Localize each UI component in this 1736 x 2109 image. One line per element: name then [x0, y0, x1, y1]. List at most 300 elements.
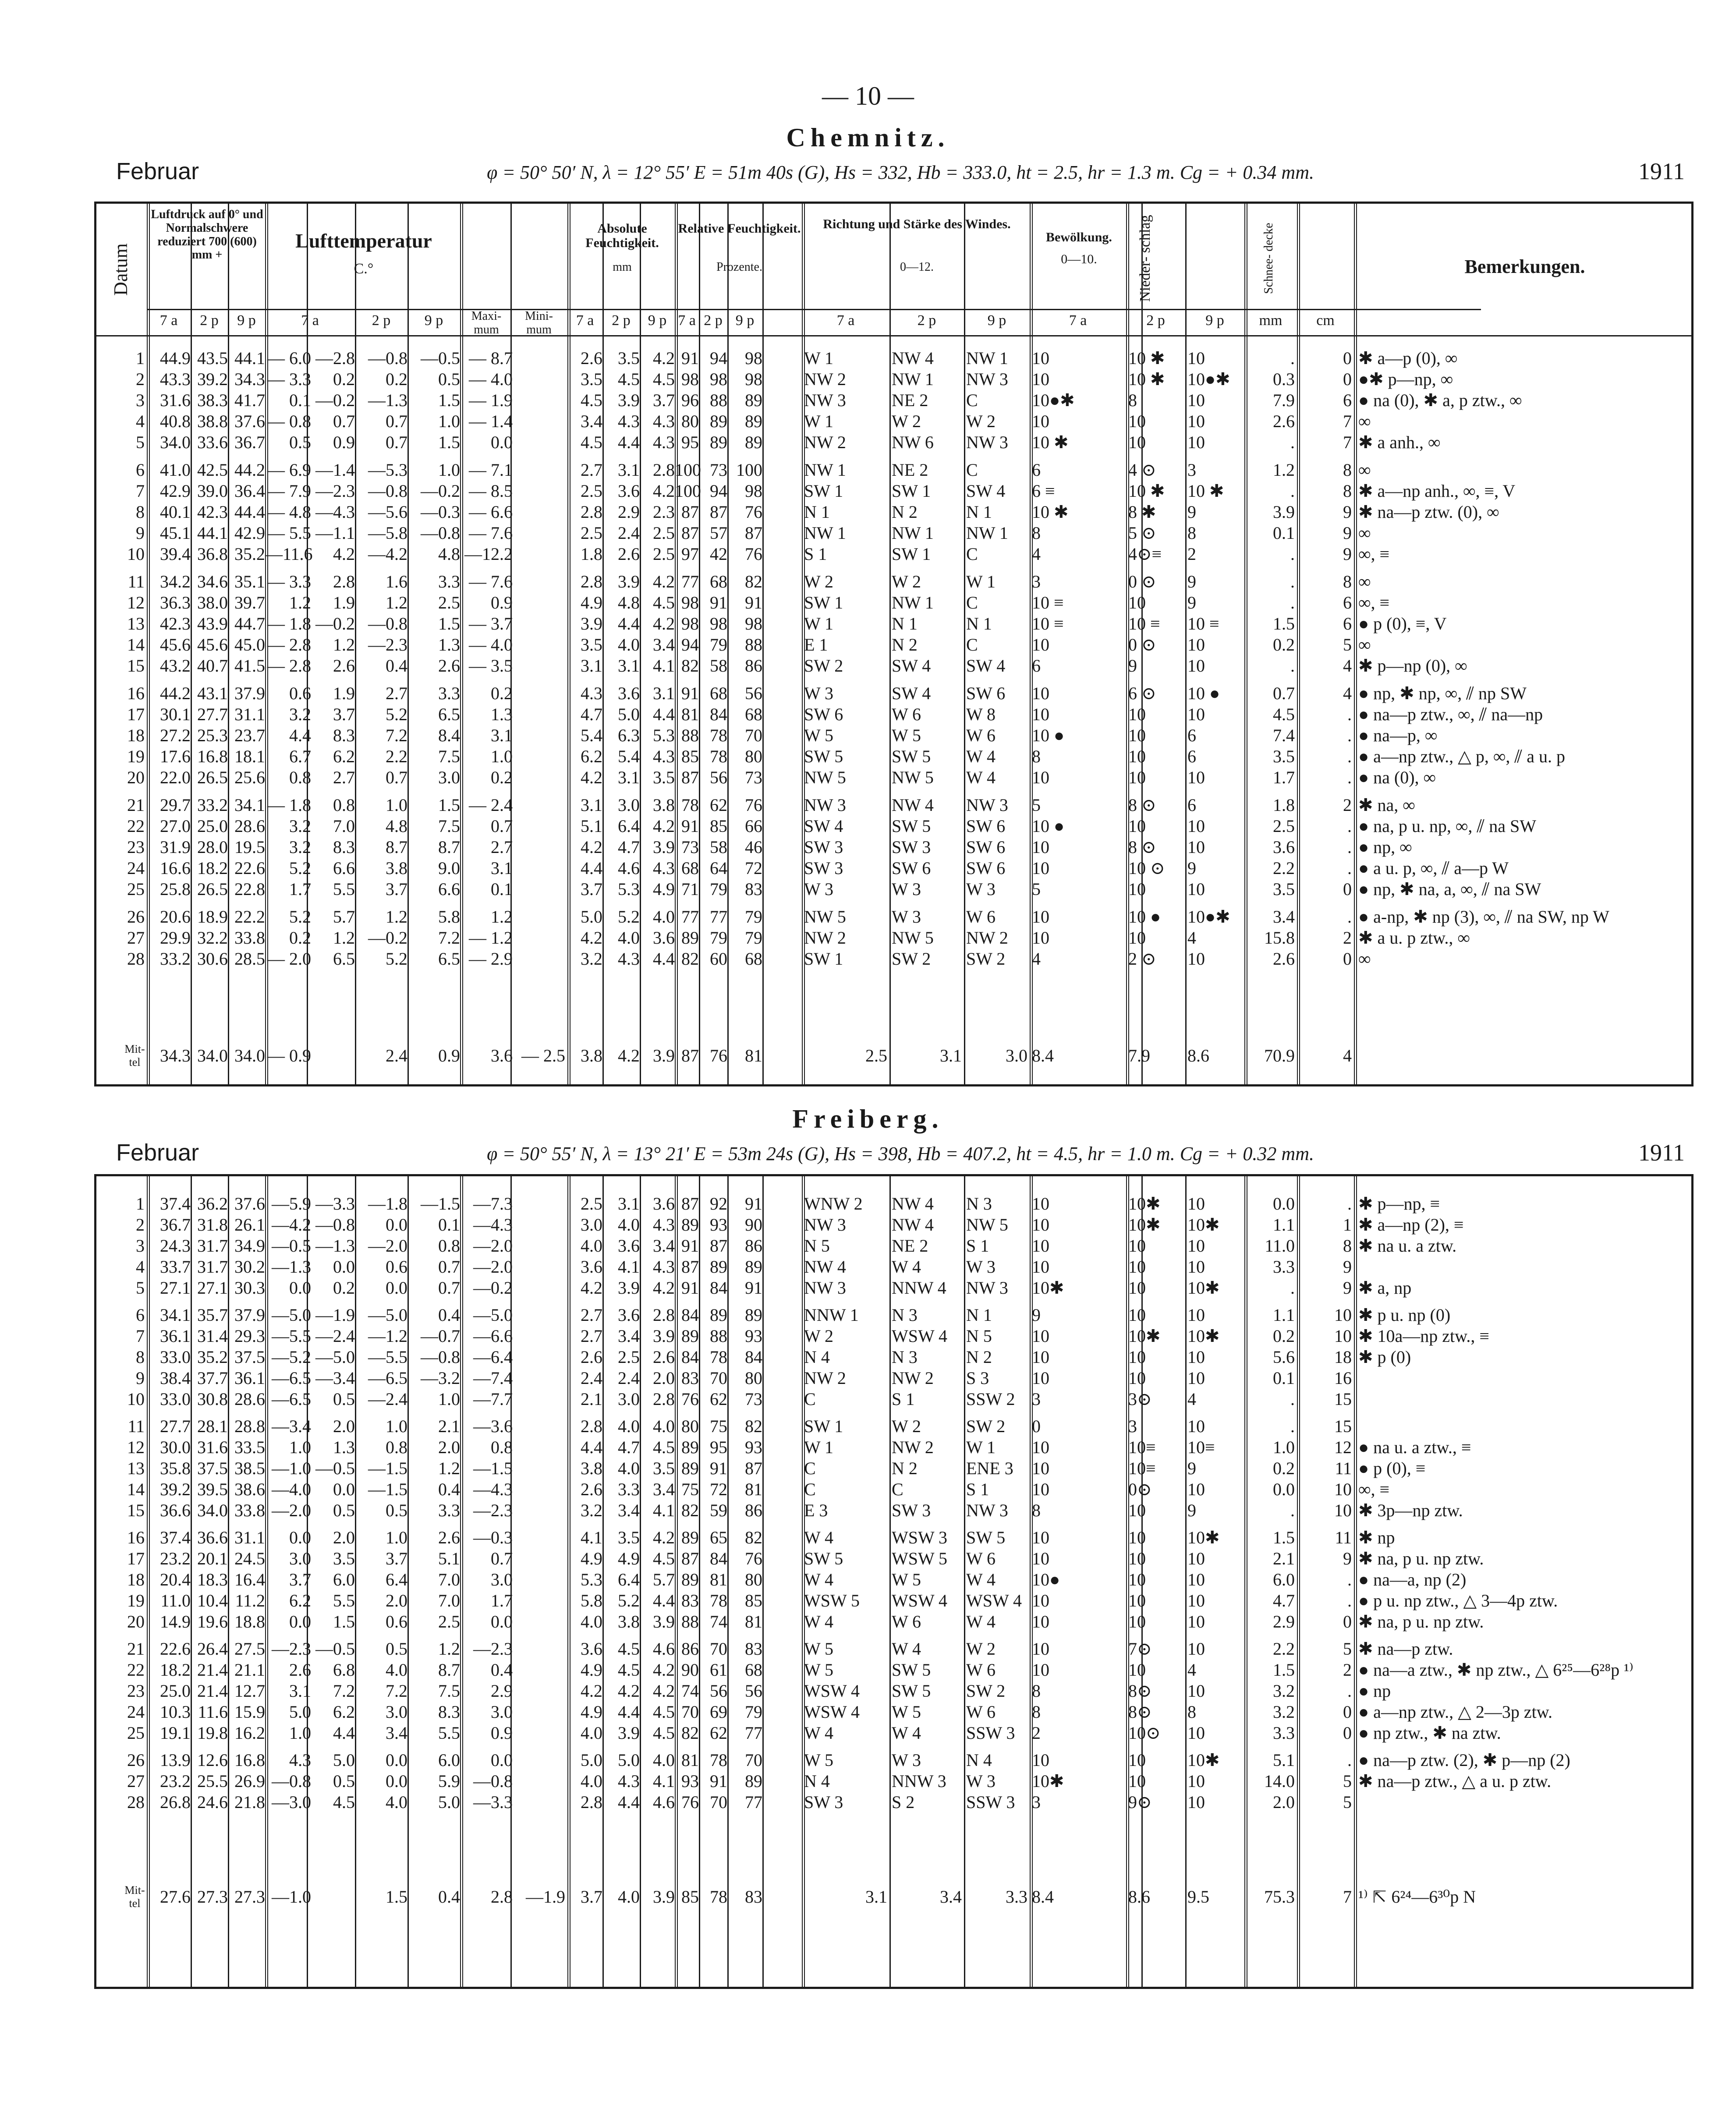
cell: ✱ np: [1358, 1528, 1395, 1547]
cell: 22.0: [160, 768, 191, 787]
cell: 7: [136, 1326, 145, 1346]
cell: SW 1: [804, 949, 843, 969]
cell: 27: [127, 928, 145, 948]
cell: 0.7: [1273, 683, 1295, 703]
cell: 5.0: [581, 1750, 602, 1770]
cell: 9: [1343, 1549, 1352, 1568]
cell: 10: [1032, 858, 1049, 878]
cell: SSW 3: [966, 1792, 1015, 1812]
cell: — 1.4: [469, 411, 513, 431]
cell: 2.8: [581, 502, 602, 522]
cell: 2: [1343, 928, 1352, 948]
cell: 4.5: [333, 1792, 355, 1812]
cell: ● na—p ztw. (2), ✱ p—np (2): [1358, 1750, 1570, 1770]
cell: 10 ≡: [1187, 614, 1219, 633]
cell: 3: [1032, 1792, 1041, 1812]
cell: 3.2: [289, 816, 311, 836]
cell: 7: [1343, 432, 1352, 452]
cell: SW 3: [892, 837, 931, 857]
cell: 10: [1032, 1347, 1049, 1367]
cell: 5.5: [438, 1723, 460, 1743]
cell: 5.2: [618, 1591, 640, 1610]
cell: 10: [1187, 656, 1205, 676]
cell: 0.1: [1273, 1368, 1295, 1388]
cell: NW 2: [804, 928, 846, 948]
table-row: [96, 1723, 1691, 1743]
cell: 4.4: [653, 949, 675, 969]
cell: 10: [1187, 1305, 1205, 1325]
cell: 10 ✱: [1128, 369, 1165, 389]
cell: 3.0: [289, 1549, 311, 1568]
cell: 2.6: [618, 544, 640, 564]
subheader-divider: [147, 309, 1481, 310]
cell: ∞: [1358, 411, 1371, 431]
cell: 93: [745, 1326, 762, 1346]
header-divider: [96, 335, 1691, 336]
cell: N 1: [966, 502, 992, 522]
cell: SW 2: [966, 949, 1006, 969]
cell: 1.5: [438, 614, 460, 633]
cell: 4.1: [581, 1528, 602, 1547]
cell: —1.3: [368, 390, 407, 410]
cell: 3: [136, 1236, 145, 1256]
cell: 5.2: [386, 949, 407, 969]
cell: 4.2: [581, 1278, 602, 1298]
cell: 8: [1343, 572, 1352, 591]
cell: 69: [710, 1702, 727, 1722]
cell: 80: [745, 747, 762, 766]
cell: 4.9: [581, 1702, 602, 1722]
cell: 10: [1128, 1549, 1146, 1568]
cell: 28: [127, 1792, 145, 1812]
cell: 31.7: [197, 1236, 228, 1256]
cell: 37.9: [234, 1305, 265, 1325]
cell: 6.0: [333, 1570, 355, 1589]
cell: 89: [745, 411, 762, 431]
cell: 80: [745, 1368, 762, 1388]
cell: NW 3: [804, 1278, 846, 1298]
cell: —7.3: [473, 1194, 513, 1214]
cell: 5: [1032, 795, 1041, 815]
cell: 4.5: [581, 432, 602, 452]
cell: 1.0: [289, 1723, 311, 1743]
cell: 34.1: [160, 1305, 191, 1325]
cell: .: [1347, 725, 1352, 745]
cell: .: [1290, 1389, 1295, 1409]
cell: 10: [1128, 1347, 1146, 1367]
cell: — 1.8: [267, 614, 311, 633]
cell: 10✱: [1128, 1326, 1161, 1346]
cell: SW 2: [966, 1681, 1006, 1701]
cell: 18.8: [234, 1612, 265, 1631]
cell: 26.5: [197, 879, 228, 899]
cell: 40.8: [160, 411, 191, 431]
cell: 68: [710, 683, 727, 703]
cell: 8: [1343, 1236, 1352, 1256]
cell: 6.6: [438, 879, 460, 899]
cell: 11.2: [235, 1591, 265, 1610]
cell: 9: [1343, 1278, 1352, 1298]
cell: 33.6: [197, 432, 228, 452]
cell: 11: [1335, 1528, 1352, 1547]
cell: 10: [1187, 1257, 1205, 1277]
cell: 4.2: [653, 614, 675, 633]
cell: 2.5: [438, 593, 460, 612]
cell: W 1: [804, 348, 834, 368]
cell: 3.6: [618, 683, 640, 703]
cell: 98: [710, 614, 727, 633]
subheader-t7a: 7 a: [1069, 312, 1087, 329]
table-row: [96, 1389, 1691, 1409]
cell: NW 2: [966, 928, 1008, 948]
cell: ✱ p—np, ≡: [1358, 1194, 1440, 1214]
cell: 2.3: [653, 502, 675, 522]
cell: W 6: [966, 725, 996, 745]
data-table: [94, 1174, 1693, 1989]
cell: 3.9: [653, 837, 675, 857]
cell: 83: [681, 1591, 699, 1610]
cell: 44.4: [234, 502, 265, 522]
cell: 1.0: [386, 1416, 407, 1436]
cell: 4.7: [618, 837, 640, 857]
cell: 10: [1032, 1528, 1049, 1547]
cell: — 2.4: [469, 795, 513, 815]
cell: 74: [681, 1681, 699, 1701]
cell: 64: [710, 858, 727, 878]
cell: 22.6: [234, 858, 265, 878]
cell: — 4.0: [469, 635, 513, 655]
cell: 3.1: [618, 1194, 640, 1214]
cell: .: [1347, 1591, 1352, 1610]
cell: — 4.0: [469, 369, 513, 389]
cell: 16.4: [234, 1570, 265, 1589]
cell: 1.5: [438, 432, 460, 452]
cell: 10.4: [197, 1591, 228, 1610]
cell: 3.7: [289, 1570, 311, 1589]
cell: 3.4: [1273, 907, 1295, 927]
cell: W 1: [804, 411, 834, 431]
cell: —0.5: [315, 1639, 355, 1659]
cell: 28.1: [197, 1416, 228, 1436]
cell: 6.2: [581, 747, 602, 766]
cell: N 1: [804, 502, 830, 522]
cell: 36.3: [160, 593, 191, 612]
cell: 6: [1343, 390, 1352, 410]
cell: —6.5: [272, 1368, 311, 1388]
cell: 3.7: [386, 879, 407, 899]
cell: 5.5: [333, 879, 355, 899]
cell: 10≡: [1128, 1437, 1156, 1457]
cell: 10: [1187, 1681, 1205, 1701]
cell: W 3: [804, 879, 834, 899]
cell: 3.0: [491, 1702, 513, 1722]
cell: 30.6: [197, 949, 228, 969]
cell: NW 1: [892, 369, 934, 389]
cell: 3.1: [653, 683, 675, 703]
cell: 14: [127, 635, 145, 655]
cell: 23: [127, 1681, 145, 1701]
cell: 0.0: [386, 1750, 407, 1770]
cell: 5: [1343, 1792, 1352, 1812]
cell: 6.2: [289, 1591, 311, 1610]
cell: W 4: [966, 1570, 996, 1589]
cell: 98: [681, 614, 699, 633]
table-row: [96, 1570, 1691, 1589]
cell: — 8.5: [469, 481, 513, 501]
cell: 7: [1343, 411, 1352, 431]
cell: 91: [710, 593, 727, 612]
cell: 2.2: [1273, 1639, 1295, 1659]
cell: NW 5: [804, 907, 846, 927]
cell: 0: [1343, 1702, 1352, 1722]
cell: 18.2: [197, 858, 228, 878]
cell: 3: [1032, 1389, 1041, 1409]
cell: 6.8: [333, 1660, 355, 1680]
cell: 31.6: [160, 390, 191, 410]
cell: E 1: [804, 635, 828, 655]
cell: —12.2: [464, 544, 513, 564]
cell: 10 ●: [1032, 816, 1065, 836]
cell: 4.5: [618, 1639, 640, 1659]
cell: 42.3: [160, 614, 191, 633]
cell: 7.0: [333, 816, 355, 836]
cell: ✱ a—np anh., ∞, ≡, V: [1358, 481, 1516, 501]
cell: NW 4: [892, 1194, 934, 1214]
page-number: — 10 —: [822, 81, 914, 110]
cell: 10: [1128, 725, 1146, 745]
cell: ✱ na, ∞: [1358, 795, 1415, 815]
cell: 1.1: [1273, 1215, 1295, 1235]
cell: 12: [127, 1437, 145, 1457]
cell: —5.6: [368, 502, 407, 522]
cell: 3.1: [618, 768, 640, 787]
cell: 59: [710, 1500, 727, 1520]
cell: 0.9: [333, 432, 355, 452]
cell: .: [1347, 907, 1352, 927]
cell: .: [1290, 481, 1295, 501]
cell: 0.6: [386, 1257, 407, 1277]
cell: 5.3: [653, 725, 675, 745]
cell: 6.0: [1273, 1570, 1295, 1589]
cell: 4.0: [386, 1660, 407, 1680]
cell: 61: [710, 1660, 727, 1680]
cell: —1.4: [315, 460, 355, 480]
cell: 24: [127, 1702, 145, 1722]
cell: 10 ≡: [1032, 614, 1064, 633]
mean-label: Mit- tel: [124, 1884, 145, 1910]
cell: 10 ●: [1032, 725, 1065, 745]
station-coordinates: φ = 50° 50′ N, λ = 12° 55′ E = 51m 40s (G), Hs = 332, Hb = 333.0, ht = 2.5, hr = 1.3 m. Cg = + 0.34 mm.: [487, 162, 1314, 183]
cell: —7.7: [473, 1389, 513, 1409]
cell: 2.2: [1273, 858, 1295, 878]
table-row: [96, 1278, 1691, 1298]
cell: 73: [710, 460, 727, 480]
table-row: [96, 1591, 1691, 1610]
cell: 20: [127, 768, 145, 787]
table-row: [96, 460, 1691, 480]
cell: 10: [1128, 432, 1146, 452]
cell: 35.2: [197, 1347, 228, 1367]
cell: 5.1: [438, 1549, 460, 1568]
cell: W 4: [804, 1570, 834, 1589]
cell: 3⊙: [1128, 1389, 1152, 1409]
table-row: [96, 1792, 1691, 1812]
cell: 26.4: [197, 1639, 228, 1659]
cell: 28.5: [234, 949, 265, 969]
cell: 8: [1032, 747, 1041, 766]
cell: 14.9: [160, 1612, 191, 1631]
cell: — 7.6: [469, 572, 513, 591]
cell: 1.0: [438, 411, 460, 431]
cell: .: [1347, 1681, 1352, 1701]
cell: 86: [745, 1236, 762, 1256]
cell: 10: [1032, 1549, 1049, 1568]
cell: 9: [1187, 1458, 1196, 1478]
station-title: Chemnitz.: [786, 123, 950, 152]
cell: —1.5: [473, 1458, 513, 1478]
cell: 8.7: [386, 837, 407, 857]
cell: 10✱: [1128, 1194, 1161, 1214]
cell: 3.3: [1273, 1723, 1295, 1743]
cell: 10: [1128, 1570, 1146, 1589]
cell: 6: [1032, 656, 1041, 676]
cell: 39.2: [197, 369, 228, 389]
table-row: [96, 837, 1691, 857]
cell: 10 ●: [1128, 907, 1161, 927]
subheader-t2p: 2 p: [372, 312, 391, 329]
cell: 4.2: [333, 544, 355, 564]
cell: 29.7: [160, 795, 191, 815]
cell: 4.2: [653, 1278, 675, 1298]
cell: 10✱: [1187, 1326, 1220, 1346]
cell: 7⊙: [1128, 1639, 1152, 1659]
cell: 10: [1032, 683, 1049, 703]
cell: —4.0: [272, 1479, 311, 1499]
cell: 19.8: [197, 1723, 228, 1743]
cell: 0: [1343, 369, 1352, 389]
month-label: Februar: [116, 158, 199, 184]
header-relative: Relative Feuchtigkeit.: [678, 221, 801, 236]
cell: N 2: [892, 635, 918, 655]
mean-cell: 7: [1343, 1887, 1352, 1907]
cell: 3.5: [1273, 879, 1295, 899]
cell: 5: [1343, 635, 1352, 655]
subheader-t7a: 7 a: [678, 312, 696, 329]
cell: 1.6: [386, 572, 407, 591]
cell: 0.2: [289, 928, 311, 948]
cell: 10: [1128, 1236, 1146, 1256]
cell: 10: [1334, 1500, 1352, 1520]
cell: 45.6: [197, 635, 228, 655]
cell: 81: [681, 704, 699, 724]
mean-cell: 27.6: [160, 1887, 191, 1907]
cell: NW 1: [966, 523, 1008, 543]
cell: SSW 2: [966, 1389, 1015, 1409]
header-lufttemperatur-unit: C.°: [354, 261, 374, 277]
cell: 3.2: [581, 1500, 602, 1520]
cell: W 3: [892, 1750, 921, 1770]
cell: 89: [681, 1437, 699, 1457]
cell: 4.6: [618, 858, 640, 878]
cell: N 3: [892, 1347, 918, 1367]
cell: 34.0: [160, 432, 191, 452]
cell: 27.7: [160, 1416, 191, 1436]
cell: .: [1347, 816, 1352, 836]
cell: 0.7: [491, 816, 513, 836]
cell: ✱ p (0): [1358, 1347, 1411, 1367]
cell: 10: [1187, 768, 1205, 787]
cell: 10: [1032, 1236, 1049, 1256]
cell: N 5: [966, 1326, 992, 1346]
cell: 89: [710, 432, 727, 452]
cell: 6: [1187, 795, 1196, 815]
cell: 4: [1032, 949, 1041, 969]
cell: 4.9: [581, 1660, 602, 1680]
cell: 2.5: [618, 1347, 640, 1367]
cell: ✱ na—p ztw.: [1358, 1639, 1453, 1659]
cell: 80: [681, 411, 699, 431]
cell: W 4: [966, 747, 996, 766]
cell: — 1.2: [469, 928, 513, 948]
cell: NW 3: [966, 1500, 1008, 1520]
cell: 3.1: [581, 795, 602, 815]
cell: ✱ p—np (0), ∞: [1358, 656, 1467, 676]
cell: 35.7: [197, 1305, 228, 1325]
cell: 10 ≡: [1032, 593, 1064, 612]
cell: ∞: [1358, 635, 1371, 655]
cell: NW 1: [892, 523, 934, 543]
cell: 3.7: [386, 1549, 407, 1568]
cell: 10: [1128, 1278, 1146, 1298]
cell: 3.9: [618, 1723, 640, 1743]
cell: 3.4: [386, 1723, 407, 1743]
cell: —0.5: [272, 1236, 311, 1256]
cell: 5.4: [581, 725, 602, 745]
cell: 7.2: [386, 1681, 407, 1701]
cell: ✱ 10a—np ztw., ≡: [1358, 1326, 1489, 1346]
cell: 34.6: [197, 572, 228, 591]
cell: N 5: [804, 1236, 830, 1256]
cell: 10: [1032, 1257, 1049, 1277]
mean-cell: 83: [745, 1887, 762, 1907]
cell: 76: [681, 1389, 699, 1409]
mean-cell: 8.4: [1032, 1046, 1054, 1065]
cell: — 7.1: [469, 460, 513, 480]
cell: 10: [1128, 1257, 1146, 1277]
cell: —5.0: [473, 1305, 513, 1325]
cell: 6.4: [386, 1570, 407, 1589]
cell: 3.0: [491, 1570, 513, 1589]
cell: 89: [745, 432, 762, 452]
cell: 2.7: [581, 1326, 602, 1346]
cell: —3.6: [473, 1416, 513, 1436]
cell: 10: [1032, 635, 1049, 655]
cell: 0.2: [386, 369, 407, 389]
table-row: [96, 1458, 1691, 1478]
cell: — 3.3: [267, 572, 311, 591]
cell: NW 4: [804, 1257, 846, 1277]
cell: 6.2: [333, 747, 355, 766]
cell: 10: [1032, 1639, 1049, 1659]
cell: NW 3: [966, 795, 1008, 815]
table-row: [96, 481, 1691, 501]
cell: 28.8: [234, 1416, 265, 1436]
cell: 24.3: [160, 1236, 191, 1256]
cell: 37.6: [234, 1194, 265, 1214]
cell: C: [966, 593, 978, 612]
cell: 9: [1343, 523, 1352, 543]
mean-cell: 8.4: [1032, 1887, 1054, 1907]
